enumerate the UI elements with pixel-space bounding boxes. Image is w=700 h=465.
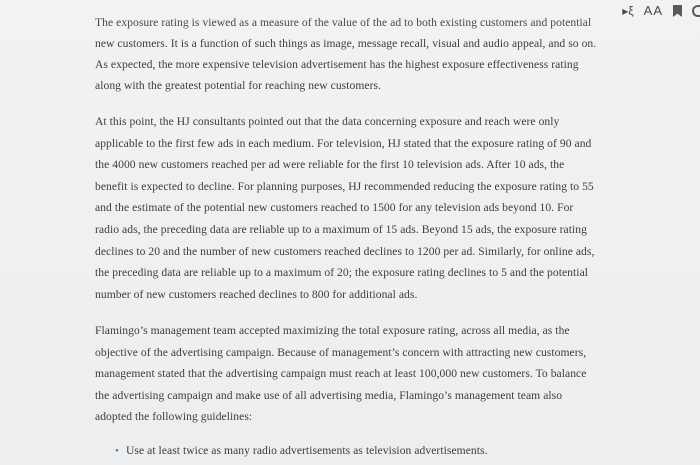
- text-line: adopted the following guidelines:: [95, 410, 253, 424]
- text-line: objective of the advertising campaign. Because of management’s concern with attracting new customers,: [95, 345, 587, 359]
- text-line: management stated that the advertising campaign must reach at least 100,000 new customers. To balance: [95, 367, 587, 381]
- text-line: new customers. It is a function of such things as image, message recall, visual and audio appeal, and so on.: [95, 37, 597, 50]
- bullet-icon: •: [115, 444, 119, 457]
- guidelines-list: [115, 444, 655, 457]
- list-item-text: Use at least twice as many radio advertisements as television advertisements.: [126, 443, 488, 457]
- text-line: and the estimate of the potential new customers reached to 1500 for any television ads beyond 10. For: [95, 201, 574, 215]
- text-line: At this point, the HJ consultants pointed out that the data concerning exposure and reach were only: [95, 115, 560, 128]
- paragraph-hj-consultants: [95, 111, 655, 305]
- text-line: The exposure rating is viewed as a measure of the value of the ad to both existing customers and potential: [95, 16, 592, 29]
- text-line: Flamingo’s management team accepted maximizing the total exposure rating, across all media, as the: [95, 324, 570, 338]
- paragraph-exposure-rating: [95, 12, 655, 96]
- text-size-button[interactable]: AA: [643, 3, 663, 18]
- text-line: the advertising campaign and make use of all advertising media, Flamingo’s management team also: [95, 388, 563, 402]
- bookmark-icon[interactable]: [673, 5, 682, 17]
- text-line: the 4000 new customers reached per ad were reliable for the first 10 television ads. After 10 ads, the: [95, 158, 565, 172]
- text-line: along with the greatest potential for reaching new customers.: [95, 79, 382, 92]
- paragraph-management-team: [95, 320, 655, 428]
- text-line: As expected, the more expensive television advertisement has the highest exposure effectiveness rating: [95, 58, 579, 71]
- text-line: applicable to the first few ads in each medium. For television, HJ stated that the exposure rating of 90 and: [95, 136, 592, 150]
- text-line: the preceding data are reliable up to a maximum of 20; the exposure rating declines to 5 and the potential: [95, 266, 589, 280]
- read-aloud-icon[interactable]: ▸ξ: [622, 4, 634, 18]
- document-text: [95, 12, 655, 457]
- page-edge-icon: [692, 5, 700, 17]
- text-line: declines to 20 and the number of new customers reached declines to 1200 per ad. Similarly, for online ads,: [95, 244, 595, 258]
- text-line: radio ads, the preceding data are reliable up to a maximum of 15 ads. Beyond 15 ads, the exposure rating: [95, 222, 587, 236]
- list-item: [115, 444, 655, 457]
- text-line: number of new customers reached declines to 800 for additional ads.: [95, 287, 418, 301]
- text-line: benefit is expected to decline. For planning purposes, HJ recommended reducing the exposure rating to 55: [95, 179, 594, 193]
